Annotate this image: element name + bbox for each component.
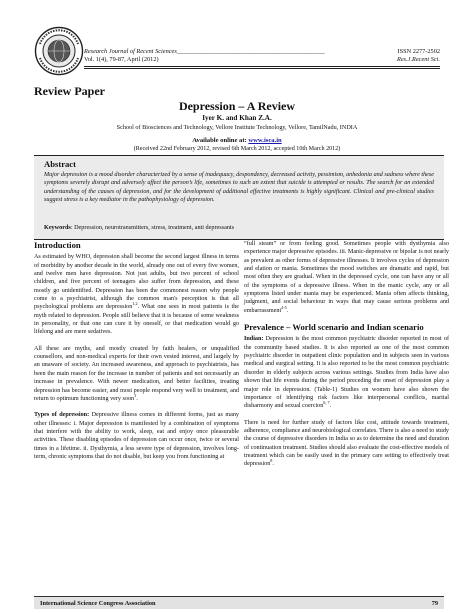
keywords bbox=[44, 224, 234, 231]
paper-title: Depression – A Review bbox=[178, 99, 296, 113]
page-number: 79 bbox=[431, 600, 438, 607]
available-online bbox=[0, 137, 474, 144]
journal-header bbox=[84, 48, 325, 64]
right-column bbox=[244, 240, 449, 477]
introduction-heading: Introduction bbox=[34, 240, 81, 250]
abstract-text: Major depression is a mood disorder characterized by a sense of inadequacy, despondency, decreased activity, pessimism, anhedonia and sadness where these symptoms severely disrupt and adversely affect the person’s life, sometimes to such an extent that suicide is attempted or results. The search for an extended understanding of the causes of depression, and for the development of additional effective treatments is highly significant. Clinical and pre-clinical studies suggest stress is a key mediator in the pathophysiology of depression. bbox=[44, 172, 434, 203]
journal-issue: Vol. 1(4), 79-87, April (2012) bbox=[84, 56, 159, 63]
types-paragraph: Types of depression: Depressive illness comes in different forms, just as many other illnesses: i. Major depression is manifested by a combination of symptoms that interfere with the ability to work, sleep, eat and enjoy once pleasurable activities. These disabling episodes of depression can occur once, twice or several times in a lifetime. ii. Dysthymia, a less severe type of depression, involves long-term, chronic symptoms that do not disable, but keep you from functioning at bbox=[34, 412, 239, 460]
paper-type: Review Paper bbox=[34, 84, 105, 98]
keywords-label: Keywords bbox=[44, 224, 71, 231]
abstract-heading: Abstract bbox=[44, 159, 76, 169]
journal-link[interactable]: www.isca.in bbox=[248, 137, 282, 144]
header-rule bbox=[84, 66, 440, 67]
page-footer bbox=[34, 596, 444, 609]
received-dates: (Received 22nd February 2012, revised 6th March 2012, accepted 10th March 2012) bbox=[133, 146, 341, 152]
footer-org: International Science Congress Association bbox=[40, 600, 156, 607]
types-continued-paragraph: “full steam” or from feeling good. Sometimes people with dysthymia also experience major depressive episodes. iii. Manic-depressive or bipolar is not nearly as prevalent as other forms of depressive illnesses. It involves cycles of depression and elation or mania. Sometimes the mood switches are dramatic and rapid, but most often they are gradual. When in the depressed cycle, one can have any or all of the symptoms of a depressive illness. When in the manic cycle, any or all symptoms listed under mania may be experienced. Mania often affects thinking, judgment, and social behaviour in ways that may cause serious problems and embarrassment$^{4-5}$. bbox=[244, 241, 449, 314]
keywords-list: : Depression, neurotransmitters, stress, treatment, anti depressants bbox=[70, 224, 235, 231]
authors: Iyer K. and Khan Z.A. bbox=[202, 114, 272, 122]
journal-id bbox=[397, 48, 440, 64]
header-rule-thin bbox=[84, 68, 440, 69]
further-study-paragraph: There is need for further study of factors like cost, attitude towards treatment, adherence, compliance and neurobiological correlates. There is also a need to study the course of depressive disorders in India so as to determine the need and duration of continuation treatment. Studies should also evaluate the cost-effective models of treatment which can be easily used in the primary care setting to effectively treat depression$^8$. bbox=[244, 419, 450, 468]
issn: ISSN 2277-2502 bbox=[397, 48, 440, 55]
left-column bbox=[34, 240, 239, 469]
isca-seal-logo bbox=[34, 26, 84, 76]
prevalence-heading: Prevalence – World scenario and Indian scenario bbox=[244, 322, 424, 333]
journal-abbrev: Res.J.Recent Sci. bbox=[396, 56, 440, 63]
indian-paragraph: Indian: Depression is the most common psychiatric disorder reported in most of the community based studies. It is also reported as one of the most common psychiatric disorder in outpatient clinic population and in subjects seen in various medical and surgical setting. It is also reported to be the most common psychiatric disorder in elderly subjects across various settings. Studies from India have also shown that life events during the period preceding the onset of depression play a major role in depression. (Table-1) Studies on women have also shown the importance of identifying risk factors like interpersonal conflicts, marital disharmony and sexual coercion$^{6, 7}$. bbox=[244, 336, 449, 410]
affiliation: School of Biosciences and Technology, Vellore Institute Technology, Vellore, TamilNadu, INDIA bbox=[116, 124, 358, 131]
intro-paragraph-1: As estimated by WHO, depression shall become the second largest illness in terms of morbidity by another decade in the world, already one out of every five women, and twelve men have depression. Not just adults, but two percent of school children, and five percent of teenagers also suffer from depression, and these mostly go unidentified. Depression has been the commonest reason why people come to a psychiatrist, although the common man's perception is that all psychological problems are depression$^{1,2}$. What one sees in most patients is the myth related to depression. People still believe that it is because of some weakness in personality, or that one can cure it by oneself, or that medication would go lifelong and are mere sedatives. bbox=[34, 254, 240, 336]
online-label: Available online at: bbox=[192, 137, 249, 144]
journal-name: Research Journal of Recent Sciences bbox=[84, 48, 177, 55]
journal-separator: _______________________________________________ bbox=[176, 48, 325, 55]
intro-paragraph-2: All these are myths, and mostly created by faith healers, or unqualified counsellors, and non-medical experts for their own vested interest, and largely by an unaware of society. An increased awareness, and approach to psychiatrists, has been the main reason for the increase in number of patients and not necessarily an increase in prevalence. With newer medication, and better facilities, treating depression has become easier, and most people respond very well to treatment, and return to optimum functioning very soon$^3$. bbox=[34, 345, 239, 402]
